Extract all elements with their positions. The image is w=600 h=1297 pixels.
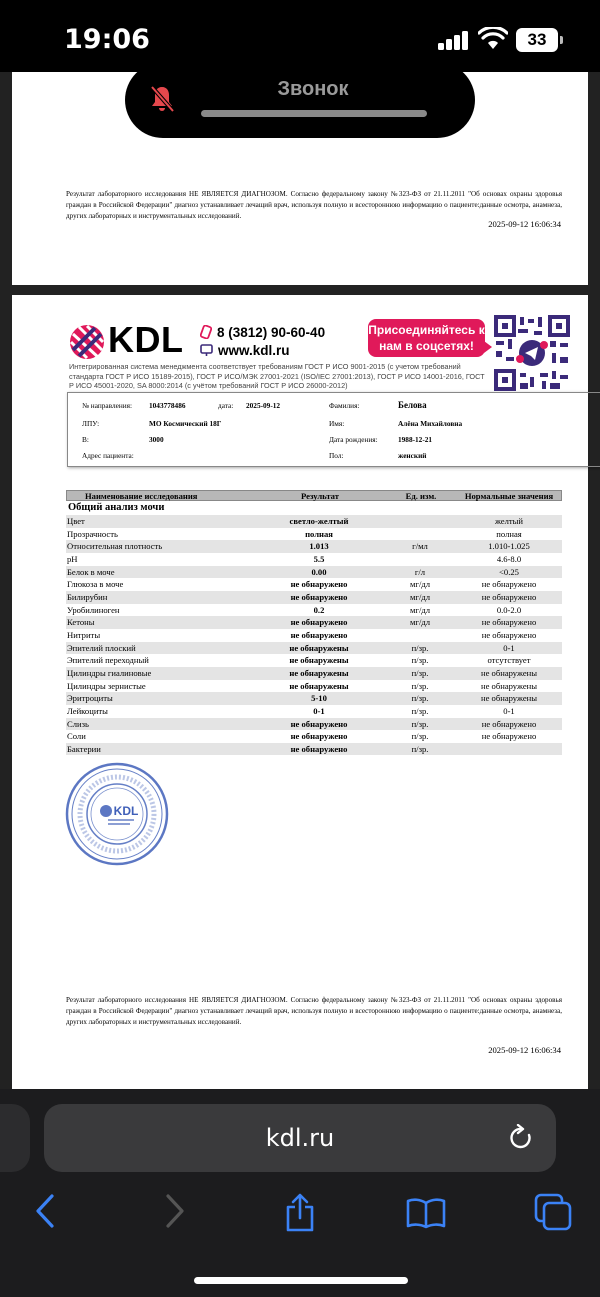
test-norm: не обнаружено — [481, 591, 537, 602]
table-row — [66, 692, 562, 705]
table-row — [66, 718, 562, 731]
island-title: Звонок — [277, 78, 349, 100]
test-norm: желтый — [494, 516, 524, 526]
test-norm: <0.25 — [499, 566, 519, 577]
iso-certification-text: Интегрированная система менеджмента соответствует требованиям ГОСТ Р ИСО 9001-2015 (с учетом требований стандарта ГОСТ Р ИСО 15189-2015), ГОСТ Р ИСО/МЭК 27001-2021 (ISO/IEC 27001:2013), ГОСТ Р ИСО 14001-2016, ГОСТ Р ИСО 45001-2020, SA 8000:2014 (с учётом требований ГОСТ Р ИСО 26000-2012) — [69, 362, 485, 391]
address-label: Адрес пациента: — [82, 451, 134, 460]
table-row — [66, 654, 562, 667]
site-line[interactable] — [200, 341, 325, 359]
table-row — [66, 705, 562, 718]
test-unit: п/зр. — [411, 705, 429, 716]
test-result: 5.5 — [313, 553, 325, 564]
logo-wordmark: KDL — [108, 319, 184, 360]
disclaimer-text: Результат лабораторного исследования НЕ ЯВЛЯЕТСЯ ДИАГНОЗОМ. Согласно федеральному закону №323-ФЗ от 21.11.2011 "Об основах охраны здоровья граждан в Российской Федерации" диагноз устанавливает лечащий врач, используя полную и всестороннюю информацию о пациенте:данные осмотра, анамнеза, других лабораторных и инструментальных исследований. — [66, 996, 562, 1027]
test-unit: мг/дл — [409, 591, 430, 602]
kdl-logo-icon — [69, 324, 105, 360]
date-value: 2025-09-12 — [246, 401, 281, 410]
forward-icon[interactable] — [164, 1193, 186, 1229]
test-norm: полная — [496, 528, 522, 539]
header-norm: Нормальные значения — [464, 491, 554, 501]
dob-label: Дата рождения: — [329, 435, 378, 444]
test-norm: 0.0-2.0 — [496, 604, 522, 615]
test-unit: г/л — [414, 566, 426, 577]
table-row — [66, 578, 562, 591]
table-body — [66, 515, 562, 755]
test-name: Прозрачность — [67, 528, 118, 539]
test-result: не обнаружены — [289, 655, 349, 666]
test-name: Эпителий переходный — [67, 655, 149, 666]
table-row — [66, 667, 562, 680]
test-unit: п/зр. — [411, 693, 429, 704]
v-value: 3000 — [149, 435, 164, 444]
browser-toolbar — [0, 1089, 600, 1297]
test-norm: отсутствует — [487, 655, 531, 666]
wifi-icon — [478, 27, 508, 51]
call-activity-island[interactable] — [125, 62, 475, 138]
test-name: Цвет — [67, 516, 85, 526]
qr-code-icon[interactable] — [494, 315, 570, 391]
disclaimer-text: Результат лабораторного исследования НЕ ЯВЛЯЕТСЯ ДИАГНОЗОМ. Согласно федеральному закону №323-ФЗ от 21.11.2011 "Об основах охраны здоровья граждан в Российской Федерации" диагноз устанавливает лечащий врач, используя полную и всестороннюю информацию о пациенте:данные осмотра, анамнеза, других лабораторных и инструментальных исследований. — [66, 190, 562, 221]
header-unit: Ед. изм. — [405, 491, 437, 501]
test-norm: не обнаружены — [480, 693, 538, 704]
header-result: Результат — [301, 491, 339, 501]
address-bar[interactable] — [44, 1104, 556, 1172]
test-norm: не обнаружено — [481, 718, 537, 729]
test-name: Цилиндры зернистые — [67, 680, 146, 691]
table-row — [66, 591, 562, 604]
table-row — [66, 515, 562, 528]
share-icon[interactable] — [284, 1193, 316, 1233]
island-progress-bar — [201, 110, 427, 117]
surname-label: Фамилия: — [329, 401, 360, 410]
test-name: Уробилиноген — [67, 604, 120, 615]
test-unit: п/зр. — [411, 731, 429, 742]
phone-number: 8 (3812) 90-60-40 — [217, 324, 326, 340]
test-norm: не обнаружены — [480, 667, 538, 678]
test-result: не обнаружено — [290, 718, 348, 729]
test-norm: 1.010-1.025 — [488, 541, 530, 552]
back-icon[interactable] — [34, 1193, 56, 1229]
referral-label: № направления: — [82, 401, 133, 410]
test-norm: не обнаружено — [481, 579, 537, 590]
test-result: не обнаружены — [289, 667, 349, 678]
test-name: Соли — [67, 731, 86, 742]
sex-value: женский — [398, 451, 427, 460]
test-name: Слизь — [67, 718, 89, 729]
lpu-value: МО Космический 18Г — [149, 419, 222, 428]
table-row — [66, 680, 562, 693]
battery-indicator: 33 — [516, 28, 558, 52]
home-indicator — [194, 1277, 408, 1284]
test-unit: п/зр. — [411, 642, 429, 653]
test-unit: п/зр. — [411, 680, 429, 691]
test-unit: п/зр. — [411, 667, 429, 678]
test-name: Кетоны — [67, 617, 95, 628]
test-result: 0.2 — [313, 604, 325, 615]
phone-line[interactable] — [200, 323, 325, 341]
test-name: Эритроциты — [67, 693, 113, 704]
test-name: pH — [67, 553, 78, 564]
surname-value: Белова — [398, 400, 427, 410]
table-row — [66, 730, 562, 743]
table-row — [66, 553, 562, 566]
test-name: Билирубин — [67, 591, 108, 602]
test-name: Относительная плотность — [67, 541, 163, 552]
bookmarks-icon[interactable] — [406, 1197, 446, 1229]
test-norm: не обнаружено — [481, 629, 537, 640]
test-result: не обнаружено — [290, 579, 348, 590]
test-result: не обнаружены — [289, 642, 349, 653]
site-url: www.kdl.ru — [218, 342, 290, 358]
header-name: Наименование исследования — [85, 491, 198, 501]
test-unit: мг/дл — [409, 579, 430, 590]
test-result: 1.013 — [309, 541, 329, 552]
table-row — [66, 743, 562, 756]
tabs-icon[interactable] — [534, 1193, 572, 1231]
seal-stamp-icon — [64, 761, 170, 867]
test-result: не обнаружены — [289, 680, 349, 691]
test-name: Лейкоциты — [67, 705, 108, 716]
table-row — [66, 566, 562, 579]
table-row — [66, 629, 562, 642]
test-result: 5-10 — [311, 693, 327, 704]
test-unit: п/зр. — [411, 718, 429, 729]
print-timestamp: 2025-09-12 16:06:34 — [488, 219, 561, 229]
section-title: Общий анализ мочи — [68, 502, 165, 513]
v-label: В: — [82, 435, 89, 444]
clock: 19:06 — [64, 24, 150, 55]
test-unit: г/мл — [412, 541, 428, 552]
test-result: не обнаружено — [290, 629, 348, 640]
test-result: не обнаружено — [290, 743, 348, 754]
referral-value: 1043778486 — [149, 401, 186, 410]
results-table — [66, 490, 562, 755]
test-norm: 0-1 — [503, 642, 515, 653]
table-row — [66, 616, 562, 629]
previous-tab-preview[interactable] — [0, 1104, 30, 1172]
document-page-2 — [12, 295, 588, 1092]
cellular-signal-icon — [438, 30, 470, 50]
test-result: 0.00 — [311, 566, 327, 577]
contact-block — [200, 323, 325, 359]
test-name: Бактерии — [67, 743, 101, 754]
test-name: Цилиндры гиалиновые — [67, 667, 152, 678]
print-timestamp: 2025-09-12 16:06:34 — [488, 1045, 561, 1055]
test-result: полная — [305, 528, 333, 539]
table-row — [66, 604, 562, 617]
phone-icon — [200, 325, 212, 339]
name-value: Алёна Михайловна — [398, 419, 463, 428]
patient-info-box — [67, 392, 600, 467]
table-row — [66, 540, 562, 553]
seal-center-text: KDL — [113, 804, 139, 818]
test-result: 0-1 — [313, 705, 325, 716]
test-name: Нитриты — [67, 629, 101, 640]
test-result: не обнаружено — [290, 617, 348, 628]
reload-icon[interactable] — [508, 1124, 534, 1152]
table-header — [66, 490, 562, 501]
test-unit: п/зр. — [411, 743, 429, 754]
test-norm: не обнаружены — [480, 680, 538, 691]
social-promo-badge[interactable]: Присоединяйтесь к нам в соцсетях! — [368, 319, 485, 357]
test-name: Глюкоза в моче — [67, 579, 124, 590]
dob-value: 1988-12-21 — [398, 435, 433, 444]
test-norm: 4.6-8.0 — [496, 553, 522, 564]
sex-label: Пол: — [329, 451, 344, 460]
date-label: дата: — [218, 401, 234, 410]
test-name: Белок в моче — [67, 566, 115, 577]
test-unit: мг/дл — [409, 604, 430, 615]
test-unit: мг/дл — [409, 617, 430, 628]
lpu-label: ЛПУ: — [82, 419, 100, 428]
test-norm: не обнаружено — [481, 731, 537, 742]
test-result: светло-желтый — [289, 516, 349, 526]
document-viewport[interactable] — [0, 72, 600, 1102]
table-row — [66, 642, 562, 655]
test-unit: п/зр. — [411, 655, 429, 666]
monitor-icon — [200, 344, 213, 357]
test-name: Эпителий плоский — [67, 642, 136, 653]
test-norm: не обнаружено — [481, 617, 537, 628]
test-result: не обнаружено — [290, 591, 348, 602]
name-label: Имя: — [329, 419, 345, 428]
test-norm: 0-1 — [503, 705, 515, 716]
url-text: kdl.ru — [265, 1124, 335, 1152]
test-result: не обнаружено — [290, 731, 348, 742]
table-row — [66, 528, 562, 541]
